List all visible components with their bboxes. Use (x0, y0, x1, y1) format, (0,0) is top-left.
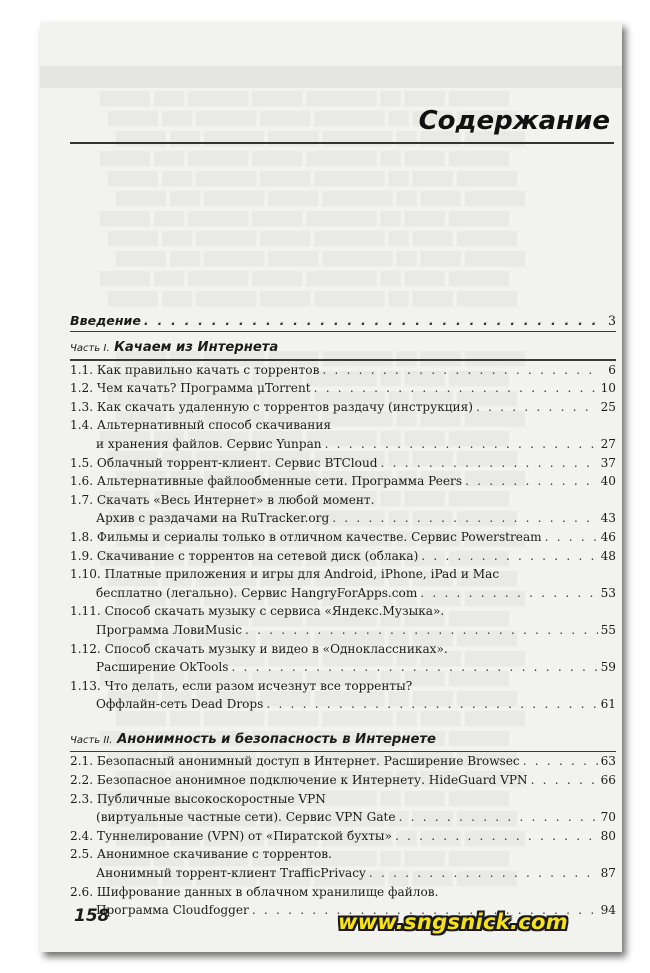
entry-page-number: 66 (600, 772, 616, 787)
part-title: Анонимность и безопасность в Интернете (117, 731, 436, 747)
page-number: 158 (74, 906, 110, 926)
toc-entry (70, 491, 616, 510)
entry-title: 1.9. Скачивание с торрентов на сетевой диск (облака) (70, 548, 419, 563)
intro-rule (70, 331, 616, 333)
bleed-line (100, 212, 509, 227)
toc-entry (70, 771, 616, 790)
section-gap (70, 714, 616, 724)
entry-title: 1.4. Альтернативный способ скачивания (70, 418, 332, 433)
bleed-line (100, 92, 509, 107)
dot-leader (545, 528, 598, 547)
watermark-logo: www.sngsnick.com (338, 910, 568, 934)
toc-entry (70, 845, 616, 864)
part-label: Часть II. (70, 734, 113, 746)
toc-entry (70, 658, 616, 677)
entry-page-number: 87 (600, 865, 616, 880)
bleed-line (116, 252, 525, 267)
part-heading (70, 338, 616, 359)
toc-entry (70, 398, 616, 417)
dot-leader (531, 771, 598, 790)
toc-entry (70, 454, 616, 473)
entry-title: 2.5. Анонимное скачивание с торрентов. (70, 847, 332, 862)
entry-title: Архив с раздачами на RuTracker.org (96, 511, 330, 526)
entry-page-number: 25 (600, 399, 616, 414)
entry-title: 1.8. Фильмы и сериалы только в отличном качестве. Сервис Powerstream (70, 529, 542, 544)
toc-entry (70, 695, 616, 714)
entry-title: 2.1. Безопасный анонимный доступ в Интернет. Расширение Browsec (70, 754, 520, 769)
entry-page-number: 80 (600, 828, 616, 843)
toc-entry (70, 472, 616, 491)
entry-page-number: 55 (600, 622, 616, 637)
page-title: Содержание (418, 106, 610, 136)
toc-entry (70, 509, 616, 528)
entry-page-number: 6 (608, 362, 616, 377)
entry-title: 1.10. Платные приложения и игры для Android, iPhone, iPad и Mac (70, 567, 500, 582)
entry-title: 1.1. Как правильно качать с торрентов (70, 362, 320, 377)
toc-entry (70, 827, 616, 846)
dot-leader (399, 808, 598, 827)
toc-entry (70, 435, 616, 454)
entry-page-number: 61 (600, 697, 616, 712)
dot-leader (369, 864, 598, 883)
entry-page-number: 46 (600, 529, 616, 544)
toc-entry (70, 379, 616, 398)
part-title: Качаем из Интернета (114, 340, 279, 356)
entry-title: и хранения файлов. Сервис Yunpan (96, 436, 322, 451)
part-heading (70, 730, 616, 751)
dot-leader (231, 658, 597, 677)
toc-entry (70, 602, 616, 621)
dot-leader (380, 454, 597, 473)
entry-title: бесплатно (легально). Сервис HangryForApps.com (96, 585, 418, 600)
entry-title: 2.4. Туннелирование (VPN) от «Пиратской бухты» (70, 828, 392, 843)
toc-entry (70, 864, 616, 883)
entry-page-number: 10 (600, 381, 616, 396)
entry-page-number: 43 (600, 511, 616, 526)
toc-entry (70, 677, 616, 696)
toc-intro-entry (70, 312, 616, 331)
toc-entry (70, 416, 616, 435)
toc-entry (70, 584, 616, 603)
bleed-line (108, 232, 517, 247)
dot-leader (476, 398, 598, 417)
entry-title: Оффлайн-сеть Dead Drops (96, 697, 264, 712)
entry-title: 1.3. Как скачать удаленную с торрентов раздачу (инструкция) (70, 399, 473, 414)
bleed-line (108, 172, 517, 187)
toc-entry (70, 528, 616, 547)
entry-title: 2.6. Шифрование данных в облачном хранилище файлов. (70, 884, 439, 899)
entry-page-number: 27 (600, 436, 616, 451)
toc-entry (70, 752, 616, 771)
entry-title: Расширение OkTools (96, 660, 229, 675)
entry-title: 1.12. Способ скачать музыку и видео в «Одноклассниках». (70, 641, 448, 656)
bleed-line (116, 192, 525, 207)
entry-page-number: 63 (600, 754, 616, 769)
dot-leader (245, 621, 598, 640)
entry-page-number: 53 (600, 585, 616, 600)
running-header-bleed (40, 66, 622, 88)
entry-title: Анонимный торрент-клиент TrafficPrivacy (96, 865, 366, 880)
entry-title: 1.7. Скачать «Весь Интернет» в любой момент. (70, 492, 375, 507)
entry-title: 1.11. Способ скачать музыку с сервиса «Яндекс.Музыка». (70, 604, 445, 619)
bleed-line (100, 152, 509, 167)
toc-entry (70, 790, 616, 809)
dot-leader (421, 547, 597, 566)
dot-leader (523, 752, 598, 771)
bleed-line (108, 292, 517, 307)
toc-entry (70, 883, 616, 902)
part-label: Часть I. (70, 343, 110, 355)
toc-entry (70, 621, 616, 640)
dot-leader (144, 312, 599, 331)
entry-page-number: 37 (600, 455, 616, 470)
entry-title: 1.6. Альтернативные файлообменные сети. Программа Peers (70, 474, 463, 489)
dot-leader (325, 435, 598, 454)
dot-leader (395, 827, 598, 846)
entry-title: 2.3. Публичные высокоскоростные VPN (70, 791, 326, 806)
entry-title: (виртуальные частные сети). Сервис VPN Gate (96, 810, 396, 825)
dot-leader (465, 472, 598, 491)
entry-title: Введение (70, 313, 141, 328)
entry-page-number: 40 (600, 474, 616, 489)
toc-entry (70, 565, 616, 584)
entry-title: Программа Cloudfogger (96, 903, 249, 918)
dot-leader (322, 361, 599, 380)
dot-leader (266, 695, 597, 714)
toc-entry (70, 640, 616, 659)
dot-leader (314, 379, 598, 398)
entry-title: 1.5. Облачный торрент-клиент. Сервис BTCloud (70, 455, 378, 470)
entry-title: 1.13. Что делать, если разом исчезнут все торренты? (70, 678, 413, 693)
book-page (40, 22, 622, 952)
title-rule (70, 142, 614, 144)
table-of-contents (70, 312, 616, 920)
entry-page-number: 94 (600, 903, 616, 918)
entry-page-number: 48 (600, 548, 616, 563)
toc-entry (70, 547, 616, 566)
entry-title: 1.2. Чем качать? Программа μTorrent (70, 381, 311, 396)
toc-entry (70, 808, 616, 827)
entry-page-number: 3 (607, 313, 616, 328)
entry-title: 2.2. Безопасное анонимное подключение к Интернету. HideGuard VPN (70, 772, 528, 787)
dot-leader (420, 584, 597, 603)
toc-entry (70, 361, 616, 380)
entry-page-number: 70 (600, 810, 616, 825)
dot-leader (332, 509, 597, 528)
entry-title: Программа ЛовиMusic (96, 622, 242, 637)
entry-page-number: 59 (600, 660, 616, 675)
bleed-line (100, 272, 509, 287)
